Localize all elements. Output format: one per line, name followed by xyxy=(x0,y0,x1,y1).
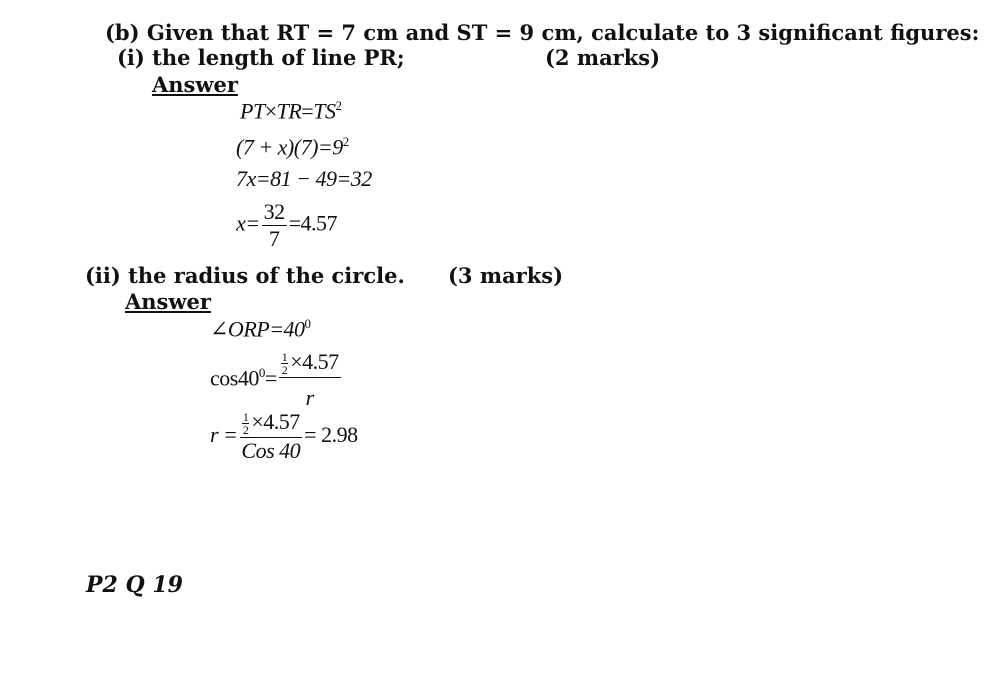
working-line-7: r = $\frac{1}{2}$ ×4.57 Cos 40 = 2.98 xyxy=(210,409,358,464)
question-b-i-text: (i) the length of line PR; xyxy=(117,45,405,70)
working-line-4: x= $\frac{32}{7}$ =4.57 xyxy=(236,199,338,252)
question-ii-text: (ii) the radius of the circle. xyxy=(85,263,405,288)
question-b-heading: (b) Given that RT = 7 cm and ST = 9 cm, calculate to 3 significant figures: xyxy=(105,20,980,45)
working-line-6: $\cos 40^0=$ $\frac{1}{2}$ ×4.57 r xyxy=(210,349,339,411)
working-line-3: 7x=81 − 49=32 xyxy=(236,166,372,191)
question-reference: P2 Q 19 xyxy=(86,572,183,598)
answer-label-ii: Answer xyxy=(125,289,211,314)
answer-label-i: Answer xyxy=(152,72,238,97)
working-line-2: $(7 + x)(7)=9^2$ xyxy=(236,134,349,160)
question-b-i-marks: (2 marks) xyxy=(545,45,661,70)
working-line-5: $\angle ORP=40^0$ xyxy=(210,316,311,342)
question-ii-marks: (3 marks) xyxy=(448,263,564,288)
working-line-1: $PT\times TR=TS^2$ xyxy=(240,98,342,124)
